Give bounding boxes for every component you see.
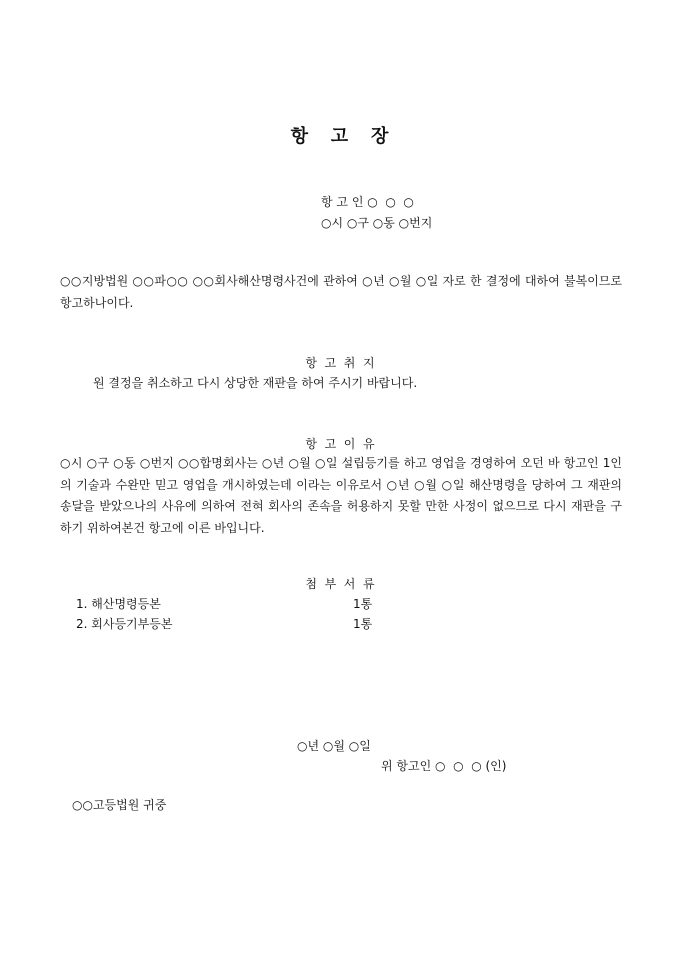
- appellant-address: ○시 ○구 ○동 ○번지: [321, 216, 433, 230]
- attachment-item-label: 2. 회사등기부등본: [76, 617, 173, 631]
- attachments-heading: 첨 부 서 류: [305, 577, 375, 591]
- intro-paragraph: ○○지방법원 ○○파○○ ○○회사해산명령사건에 관하여 ○년 ○월 ○일 자로 한 결정에 대하여 불복이므로 항고하나이다.: [60, 274, 622, 310]
- document-title: 항 고 장: [290, 126, 390, 147]
- attachment-item-label: 1. 해산명령등본: [76, 597, 161, 611]
- reason-paragraph: ○시 ○구 ○동 ○번지 ○○합명회사는 ○년 ○월 ○일 설립등기를 하고 영업을 경영하여 오던 바 항고인 1인의 기술과 수완만 믿고 영업을 개시하였는데 이라는 이유로서 ○년 ○월 ○일 해산명령을 당하여 그 재판의 송달을 받았으나의 사유에 의하여 전혀 회사의 존속을 허용하지 못할 만한 사정이 없으므로 다시 재판을 구하기 위하여본건 항고에 이른 바입니다.: [60, 456, 622, 535]
- reason-heading: 항 고 이 유: [305, 437, 375, 451]
- attachment-item-count: 1통: [353, 597, 373, 611]
- addressee: ○○고등법원 귀중: [72, 798, 167, 812]
- signature-line: 위 항고인 ○ ○ ○ (인): [381, 759, 507, 773]
- appellant-name: 항 고 인 ○ ○ ○: [321, 195, 414, 209]
- attachment-item-count: 1통: [353, 617, 373, 631]
- purpose-text: 원 결정을 취소하고 다시 상당한 재판을 하여 주시기 바랍니다.: [93, 376, 418, 390]
- purpose-heading: 항 고 취 지: [305, 356, 375, 370]
- date-line: ○년 ○월 ○일: [297, 739, 371, 753]
